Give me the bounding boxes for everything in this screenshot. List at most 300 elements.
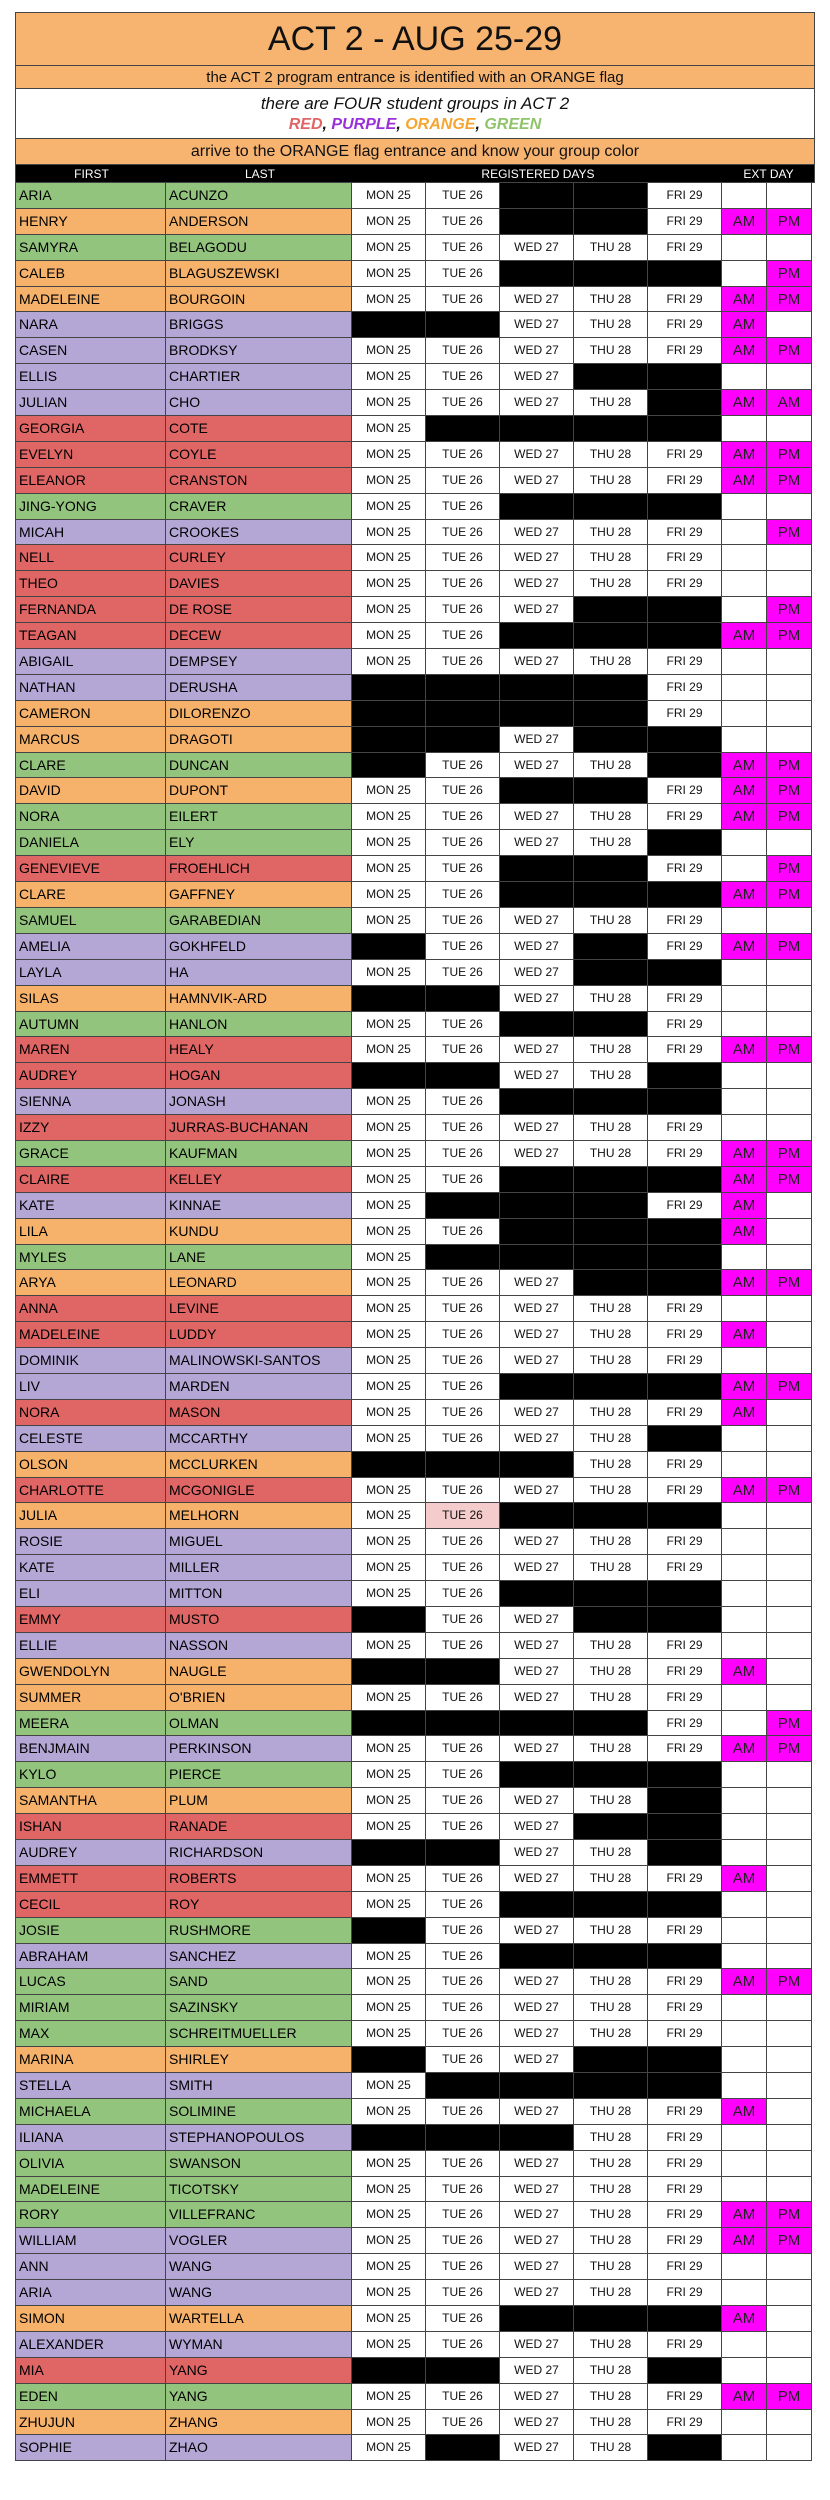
ext-pm-cell: PM (767, 1969, 812, 1995)
day-cell-unregistered (352, 312, 426, 338)
day-cell-unregistered (574, 1762, 648, 1788)
day-cell-registered: FRI 29 (648, 1037, 722, 1063)
day-cell-registered: WED 27 (500, 1037, 574, 1063)
ext-pm-cell (767, 1089, 812, 1115)
day-cell-registered: WED 27 (500, 1995, 574, 2021)
day-cell-registered: WED 27 (500, 571, 574, 597)
ext-am-cell (722, 1503, 767, 1529)
day-cell-registered: FRI 29 (648, 856, 722, 882)
day-cell-unregistered (500, 416, 574, 442)
last-name-cell: MILLER (166, 1555, 352, 1581)
table-row (15, 2358, 815, 2384)
ext-am-cell (722, 649, 767, 675)
day-cell-registered: WED 27 (500, 1840, 574, 1866)
day-cell-unregistered (574, 597, 648, 623)
ext-am-cell: AM (722, 312, 767, 338)
table-row (15, 209, 815, 235)
day-cell-registered: FRI 29 (648, 1400, 722, 1426)
day-cell-unregistered (574, 778, 648, 804)
day-cell-unregistered (352, 1452, 426, 1478)
last-name-cell: MASON (166, 1400, 352, 1426)
first-name-cell: LAYLA (15, 960, 166, 986)
table-row (15, 312, 815, 338)
day-cell-registered: THU 28 (574, 1296, 648, 1322)
ext-pm-cell (767, 2021, 812, 2047)
day-cell-unregistered (574, 675, 648, 701)
day-cell-registered: THU 28 (574, 830, 648, 856)
last-name-cell: VOGLER (166, 2228, 352, 2254)
ext-am-cell (722, 2332, 767, 2358)
day-cell-registered: THU 28 (574, 1659, 648, 1685)
ext-am-cell: AM (722, 338, 767, 364)
day-cell-registered: TUE 26 (426, 778, 500, 804)
ext-am-cell (722, 1711, 767, 1737)
day-cell-registered: FRI 29 (648, 2125, 722, 2151)
last-name-cell: LANE (166, 1245, 352, 1271)
last-name-cell: O'BRIEN (166, 1685, 352, 1711)
last-name-cell: VILLEFRANC (166, 2202, 352, 2228)
column-header-last: LAST (244, 167, 275, 181)
ext-pm-cell (767, 1788, 812, 1814)
first-name-cell: JULIA (15, 1503, 166, 1529)
day-cell-registered: WED 27 (500, 2254, 574, 2280)
groups-note-box (15, 88, 815, 138)
day-cell-registered: TUE 26 (426, 571, 500, 597)
ext-pm-cell (767, 2254, 812, 2280)
first-name-cell: MIA (15, 2358, 166, 2384)
day-cell-unregistered (574, 1193, 648, 1219)
day-cell-registered: THU 28 (574, 1866, 648, 1892)
day-cell-unregistered (574, 364, 648, 390)
first-name-cell: CHARLOTTE (15, 1478, 166, 1504)
table-row (15, 183, 815, 209)
ext-am-cell (722, 1296, 767, 1322)
ext-am-cell: AM (722, 1322, 767, 1348)
table-row (15, 804, 815, 830)
day-cell-registered: WED 27 (500, 960, 574, 986)
table-row (15, 2435, 815, 2461)
day-cell-unregistered (574, 183, 648, 209)
last-name-cell: MCCARTHY (166, 1426, 352, 1452)
first-name-cell: MADELEINE (15, 287, 166, 313)
ext-am-cell (722, 1607, 767, 1633)
table-row (15, 597, 815, 623)
day-cell-registered: FRI 29 (648, 2151, 722, 2177)
day-cell-unregistered (574, 416, 648, 442)
day-cell-registered: WED 27 (500, 312, 574, 338)
last-name-cell: GOKHFELD (166, 934, 352, 960)
ext-pm-cell (767, 1400, 812, 1426)
group-names: RED, PURPLE, ORANGE, GREEN (288, 116, 542, 133)
day-cell-unregistered (574, 882, 648, 908)
day-cell-registered: FRI 29 (648, 312, 722, 338)
day-cell-registered: THU 28 (574, 2254, 648, 2280)
day-cell-unregistered (500, 1581, 574, 1607)
day-cell-unregistered (500, 1503, 574, 1529)
day-cell-registered: TUE 26 (426, 2410, 500, 2436)
ext-pm-cell: AM (767, 390, 812, 416)
table-row (15, 1296, 815, 1322)
first-name-cell: NORA (15, 804, 166, 830)
day-cell-registered: FRI 29 (648, 1141, 722, 1167)
day-cell-registered: TUE 26 (426, 1762, 500, 1788)
day-cell-registered: WED 27 (500, 649, 574, 675)
first-name-cell: NELL (15, 545, 166, 571)
last-name-cell: BELAGODU (166, 235, 352, 261)
ext-am-cell: AM (722, 1866, 767, 1892)
ext-pm-cell (767, 1607, 812, 1633)
ext-am-cell (722, 261, 767, 287)
ext-am-cell: AM (722, 2306, 767, 2332)
day-cell-registered: MON 25 (352, 1788, 426, 1814)
table-row (15, 830, 815, 856)
last-name-cell: DRAGOTI (166, 727, 352, 753)
day-cell-unregistered (648, 1063, 722, 1089)
first-name-cell: TEAGAN (15, 623, 166, 649)
last-name-cell: SMITH (166, 2073, 352, 2099)
ext-pm-cell (767, 1193, 812, 1219)
last-name-cell: WANG (166, 2280, 352, 2306)
column-header-first: FIRST (74, 167, 109, 181)
day-cell-registered: WED 27 (500, 1400, 574, 1426)
day-cell-registered: THU 28 (574, 1685, 648, 1711)
ext-am-cell (722, 727, 767, 753)
ext-pm-cell (767, 1944, 812, 1970)
ext-pm-cell (767, 312, 812, 338)
day-cell-registered: THU 28 (574, 1426, 648, 1452)
ext-am-cell (722, 2358, 767, 2384)
day-cell-unregistered (648, 1840, 722, 1866)
last-name-cell: OLMAN (166, 1711, 352, 1737)
day-cell-unregistered (352, 1918, 426, 1944)
ext-pm-cell (767, 1348, 812, 1374)
ext-am-cell (722, 545, 767, 571)
last-name-cell: LEONARD (166, 1270, 352, 1296)
first-name-cell: SAMUEL (15, 908, 166, 934)
day-cell-registered: THU 28 (574, 2125, 648, 2151)
last-name-cell: MUSTO (166, 1607, 352, 1633)
last-name-cell: DERUSHA (166, 675, 352, 701)
day-cell-unregistered (426, 2125, 500, 2151)
last-name-cell: SHIRLEY (166, 2047, 352, 2073)
ext-pm-cell (767, 1866, 812, 1892)
day-cell-registered: FRI 29 (648, 1969, 722, 1995)
first-name-cell: GRACE (15, 1141, 166, 1167)
day-cell-unregistered (426, 416, 500, 442)
table-row (15, 1607, 815, 1633)
day-cell-unregistered (426, 675, 500, 701)
day-cell-registered: MON 25 (352, 1012, 426, 1038)
ext-pm-cell: PM (767, 2202, 812, 2228)
ext-pm-cell (767, 649, 812, 675)
first-name-cell: LUCAS (15, 1969, 166, 1995)
day-cell-registered: FRI 29 (648, 1866, 722, 1892)
first-name-cell: MARINA (15, 2047, 166, 2073)
first-name-cell: IZZY (15, 1115, 166, 1141)
first-name-cell: NARA (15, 312, 166, 338)
last-name-cell: DUNCAN (166, 753, 352, 779)
day-cell-registered: WED 27 (500, 235, 574, 261)
day-cell-registered: MON 25 (352, 364, 426, 390)
day-cell-registered: FRI 29 (648, 675, 722, 701)
day-cell-registered: THU 28 (574, 1995, 648, 2021)
first-name-cell: ALEXANDER (15, 2332, 166, 2358)
ext-am-cell (722, 2047, 767, 2073)
day-cell-unregistered (648, 597, 722, 623)
day-cell-unregistered (648, 1581, 722, 1607)
day-cell-unregistered (500, 1944, 574, 1970)
day-cell-unregistered (500, 1374, 574, 1400)
ext-pm-cell (767, 675, 812, 701)
table-row (15, 2384, 815, 2410)
table-row (15, 960, 815, 986)
day-cell-registered: MON 25 (352, 1969, 426, 1995)
ext-am-cell: AM (722, 778, 767, 804)
day-cell-registered: WED 27 (500, 1736, 574, 1762)
roster-sheet (15, 12, 815, 2461)
last-name-cell: MCCLURKEN (166, 1452, 352, 1478)
day-cell-registered: FRI 29 (648, 1322, 722, 1348)
day-cell-registered: TUE 26 (426, 649, 500, 675)
day-cell-registered: WED 27 (500, 1478, 574, 1504)
first-name-cell: ANN (15, 2254, 166, 2280)
ext-am-cell: AM (722, 390, 767, 416)
day-cell-registered: TUE 26 (426, 520, 500, 546)
day-cell-registered: WED 27 (500, 2358, 574, 2384)
ext-am-cell: AM (722, 1374, 767, 1400)
day-cell-registered: TUE 26 (426, 2177, 500, 2203)
day-cell-unregistered (426, 1711, 500, 1737)
day-cell-registered: WED 27 (500, 1659, 574, 1685)
day-cell-registered: THU 28 (574, 235, 648, 261)
day-cell-registered: WED 27 (500, 1788, 574, 1814)
first-name-cell: MAX (15, 2021, 166, 2047)
day-cell-unregistered (648, 2358, 722, 2384)
last-name-cell: PLUM (166, 1788, 352, 1814)
ext-pm-cell (767, 1219, 812, 1245)
day-cell-registered: MON 25 (352, 1037, 426, 1063)
day-cell-registered: WED 27 (500, 545, 574, 571)
day-cell-unregistered (352, 1063, 426, 1089)
day-cell-registered: MON 25 (352, 390, 426, 416)
first-name-cell: ROSIE (15, 1529, 166, 1555)
ext-am-cell (722, 571, 767, 597)
ext-am-cell (722, 1089, 767, 1115)
day-cell-registered: FRI 29 (648, 2332, 722, 2358)
day-cell-unregistered (352, 986, 426, 1012)
day-cell-registered: THU 28 (574, 1478, 648, 1504)
first-name-cell: CAMERON (15, 701, 166, 727)
ext-pm-cell: PM (767, 287, 812, 313)
first-name-cell: SAMYRA (15, 235, 166, 261)
day-cell-registered: WED 27 (500, 753, 574, 779)
first-name-cell: MARCUS (15, 727, 166, 753)
day-cell-registered: MON 25 (352, 1814, 426, 1840)
group-name-red: RED (288, 116, 323, 133)
day-cell-registered: THU 28 (574, 2099, 648, 2125)
day-cell-unregistered (648, 1426, 722, 1452)
ext-am-cell: AM (722, 209, 767, 235)
day-cell-registered: THU 28 (574, 1452, 648, 1478)
day-cell-registered: TUE 26 (426, 2306, 500, 2332)
first-name-cell: AUTUMN (15, 1012, 166, 1038)
day-cell-registered: MON 25 (352, 2384, 426, 2410)
day-cell-unregistered (648, 1892, 722, 1918)
ext-am-cell (722, 1918, 767, 1944)
last-name-cell: EILERT (166, 804, 352, 830)
day-cell-registered: TUE 26 (426, 2254, 500, 2280)
day-cell-registered: WED 27 (500, 390, 574, 416)
table-row (15, 1633, 815, 1659)
last-name-cell: ROBERTS (166, 1866, 352, 1892)
table-row (15, 390, 815, 416)
first-name-cell: SAMANTHA (15, 1788, 166, 1814)
day-cell-unregistered (574, 494, 648, 520)
table-row (15, 1711, 815, 1737)
day-cell-unregistered (426, 1452, 500, 1478)
last-name-cell: NASSON (166, 1633, 352, 1659)
day-cell-registered: THU 28 (574, 1788, 648, 1814)
ext-am-cell: AM (722, 2384, 767, 2410)
day-cell-unregistered (648, 727, 722, 753)
day-cell-registered: MON 25 (352, 1245, 426, 1271)
first-name-cell: SOPHIE (15, 2435, 166, 2461)
day-cell-registered: TUE 26 (426, 1685, 500, 1711)
ext-am-cell (722, 830, 767, 856)
day-cell-registered: TUE 26 (426, 1219, 500, 1245)
day-cell-registered: MON 25 (352, 1736, 426, 1762)
table-row (15, 856, 815, 882)
day-cell-registered: MON 25 (352, 261, 426, 287)
day-cell-registered: TUE 26 (426, 1995, 500, 2021)
ext-pm-cell (767, 2280, 812, 2306)
last-name-cell: GARABEDIAN (166, 908, 352, 934)
last-name-cell: RICHARDSON (166, 1840, 352, 1866)
day-cell-registered: FRI 29 (648, 209, 722, 235)
day-cell-registered: MON 25 (352, 1503, 426, 1529)
table-row (15, 2332, 815, 2358)
table-row (15, 2228, 815, 2254)
day-cell-registered: FRI 29 (648, 1478, 722, 1504)
day-cell-registered: TUE 26 (426, 1115, 500, 1141)
day-cell-registered: THU 28 (574, 468, 648, 494)
ext-am-cell (722, 2021, 767, 2047)
last-name-cell: YANG (166, 2384, 352, 2410)
day-cell-registered: TUE 26 (426, 1736, 500, 1762)
day-cell-unregistered (426, 1193, 500, 1219)
day-cell-registered: THU 28 (574, 2332, 648, 2358)
day-cell-unregistered (500, 494, 574, 520)
day-cell-unregistered (648, 1814, 722, 1840)
ext-am-cell (722, 1685, 767, 1711)
ext-pm-cell: PM (767, 804, 812, 830)
day-cell-registered: MON 25 (352, 1348, 426, 1374)
day-cell-registered: FRI 29 (648, 545, 722, 571)
ext-pm-cell (767, 2073, 812, 2099)
day-cell-unregistered (500, 2073, 574, 2099)
last-name-cell: JURRAS-BUCHANAN (166, 1115, 352, 1141)
ext-pm-cell (767, 2125, 812, 2151)
ext-pm-cell (767, 1995, 812, 2021)
day-cell-unregistered (352, 727, 426, 753)
day-cell-registered: FRI 29 (648, 649, 722, 675)
ext-pm-cell (767, 1762, 812, 1788)
last-name-cell: MARDEN (166, 1374, 352, 1400)
first-name-cell: JULIAN (15, 390, 166, 416)
day-cell-unregistered (500, 882, 574, 908)
last-name-cell: DECEW (166, 623, 352, 649)
ext-am-cell: AM (722, 1478, 767, 1504)
ext-pm-cell: PM (767, 2228, 812, 2254)
day-cell-registered: TUE 26 (426, 1089, 500, 1115)
ext-am-cell (722, 597, 767, 623)
day-cell-unregistered (648, 1607, 722, 1633)
first-name-cell: CELESTE (15, 1426, 166, 1452)
last-name-cell: COTE (166, 416, 352, 442)
day-cell-unregistered (426, 2073, 500, 2099)
last-name-cell: LEVINE (166, 1296, 352, 1322)
day-cell-unregistered (574, 2306, 648, 2332)
day-cell-registered: MON 25 (352, 1296, 426, 1322)
ext-am-cell: AM (722, 1969, 767, 1995)
day-cell-registered: TUE 26 (426, 545, 500, 571)
day-cell-registered: MON 25 (352, 1270, 426, 1296)
day-cell-registered: MON 25 (352, 623, 426, 649)
ext-pm-cell: PM (767, 856, 812, 882)
ext-am-cell (722, 1245, 767, 1271)
ext-am-cell (722, 2151, 767, 2177)
ext-pm-cell: PM (767, 1167, 812, 1193)
day-cell-unregistered (648, 882, 722, 908)
ext-am-cell (722, 1426, 767, 1452)
day-cell-unregistered (500, 1089, 574, 1115)
ext-am-cell (722, 1581, 767, 1607)
day-cell-registered: MON 25 (352, 1995, 426, 2021)
day-cell-unregistered (574, 1711, 648, 1737)
ext-pm-cell (767, 235, 812, 261)
last-name-cell: CRANSTON (166, 468, 352, 494)
last-name-cell: PERKINSON (166, 1736, 352, 1762)
day-cell-registered: THU 28 (574, 2177, 648, 2203)
day-cell-registered: WED 27 (500, 934, 574, 960)
last-name-cell: CHO (166, 390, 352, 416)
day-cell-registered: WED 27 (500, 1115, 574, 1141)
ext-pm-cell: PM (767, 778, 812, 804)
day-cell-unregistered (500, 1762, 574, 1788)
day-cell-unregistered (500, 856, 574, 882)
day-cell-registered: MON 25 (352, 1944, 426, 1970)
ext-am-cell: AM (722, 804, 767, 830)
ext-pm-cell (767, 727, 812, 753)
day-cell-registered: THU 28 (574, 1555, 648, 1581)
day-cell-registered: MON 25 (352, 2073, 426, 2099)
ext-pm-cell (767, 183, 812, 209)
day-cell-registered: MON 25 (352, 1141, 426, 1167)
ext-am-cell: AM (722, 1659, 767, 1685)
ext-am-cell: AM (722, 882, 767, 908)
day-cell-unregistered (648, 1167, 722, 1193)
ext-am-cell: AM (722, 1400, 767, 1426)
day-cell-registered: TUE 26 (426, 209, 500, 235)
last-name-cell: ZHAO (166, 2435, 352, 2461)
day-cell-registered: FRI 29 (648, 1529, 722, 1555)
ext-pm-cell (767, 1892, 812, 1918)
day-cell-registered: MON 25 (352, 416, 426, 442)
day-cell-registered: MON 25 (352, 338, 426, 364)
day-cell-unregistered (574, 1374, 648, 1400)
ext-am-cell: AM (722, 1167, 767, 1193)
table-row (15, 753, 815, 779)
